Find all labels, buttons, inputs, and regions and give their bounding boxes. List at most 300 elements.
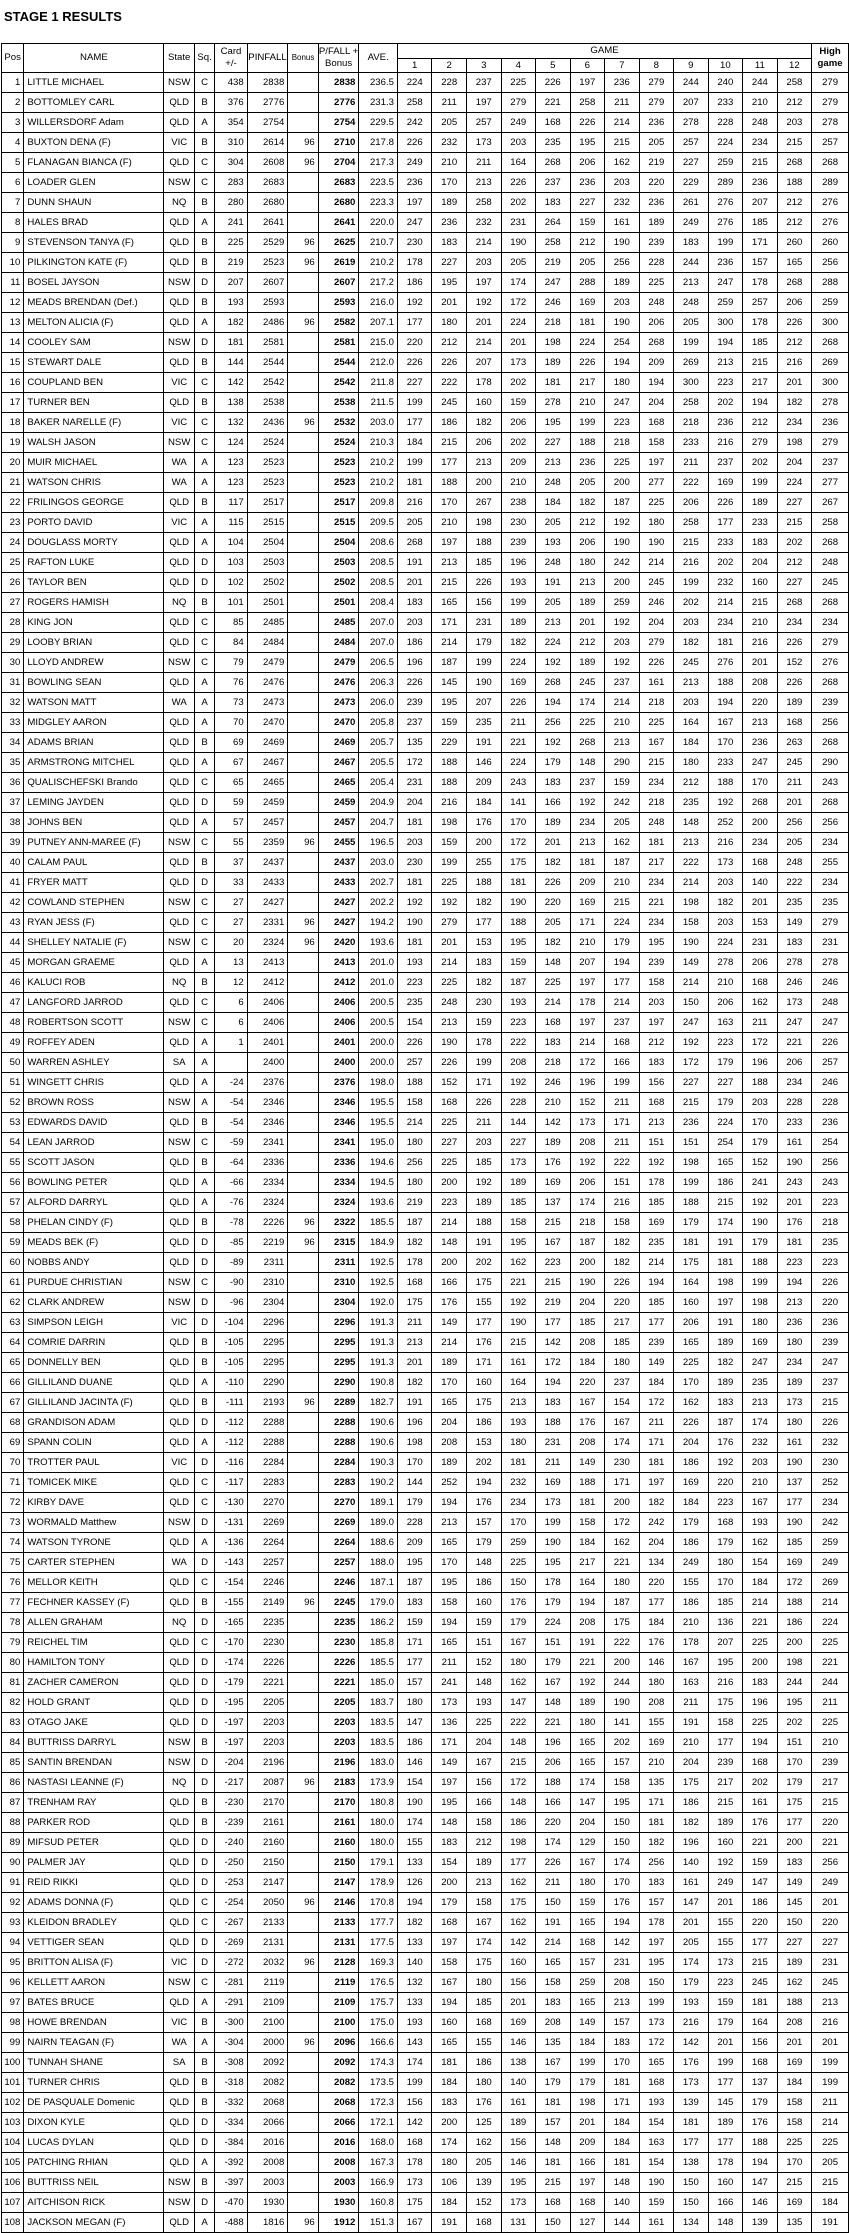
- cell-squad: D: [194, 553, 214, 573]
- cell-game-5: 214: [536, 1933, 571, 1953]
- cell-game-2: 213: [432, 553, 467, 573]
- cell-bonus: [288, 1193, 318, 1213]
- cell-squad: B: [194, 2173, 214, 2193]
- cell-pos: 17: [2, 393, 24, 413]
- cell-game-6: 188: [570, 433, 605, 453]
- cell-bonus: [288, 513, 318, 533]
- cell-name: PATCHING RHIAN: [24, 2153, 164, 2173]
- cell-game-7: 187: [605, 1593, 640, 1613]
- cell-name: LANGFORD JARROD: [24, 993, 164, 1013]
- cell-game-3: 189: [466, 1193, 501, 1213]
- cell-game-5: 167: [536, 1233, 571, 1253]
- cell-game-10: 223: [708, 1973, 743, 1993]
- cell-game-1: 140: [397, 1953, 432, 1973]
- cell-ave: 209.5: [359, 513, 398, 533]
- cell-ave: 170.8: [359, 1893, 398, 1913]
- cell-ave: 216.0: [359, 293, 398, 313]
- cell-game-9: 178: [674, 1633, 709, 1653]
- cell-game-11: 168: [743, 2053, 778, 2073]
- cell-game-8: 279: [639, 93, 674, 113]
- cell-pos: 88: [2, 1813, 24, 1833]
- cell-game-10: 170: [708, 1573, 743, 1593]
- table-row: [2, 453, 849, 473]
- cell-state: QLD: [164, 253, 194, 273]
- cell-game-8: 157: [639, 1893, 674, 1913]
- cell-game-4: 162: [501, 1673, 536, 1693]
- cell-card: 69: [215, 733, 247, 753]
- cell-game-6: 220: [570, 1373, 605, 1393]
- cell-ave: 185.0: [359, 1673, 398, 1693]
- cell-game-1: 190: [397, 1793, 432, 1813]
- cell-game-10: 158: [708, 1713, 743, 1733]
- cell-name: KALUCI ROB: [24, 973, 164, 993]
- cell-high-game: 268: [812, 593, 849, 613]
- cell-state: QLD: [164, 1393, 194, 1413]
- cell-name: COWLAND STEPHEN: [24, 893, 164, 913]
- cell-game-8: 203: [639, 993, 674, 1013]
- cell-state: QLD: [164, 1873, 194, 1893]
- cell-name: LEAN JARROD: [24, 1133, 164, 1153]
- cell-game-2: 189: [432, 1353, 467, 1373]
- cell-game-3: 191: [466, 733, 501, 753]
- cell-ave: 178.9: [359, 1873, 398, 1893]
- cell-name: NAIRN TEAGAN (F): [24, 2033, 164, 2053]
- cell-game-11: 168: [743, 973, 778, 993]
- cell-game-3: 237: [466, 73, 501, 93]
- cell-squad: B: [194, 1813, 214, 1833]
- cell-pos: 86: [2, 1773, 24, 1793]
- cell-bonus: [288, 1133, 318, 1153]
- cell-high-game: 252: [812, 1473, 849, 1493]
- cell-squad: A: [194, 1193, 214, 1213]
- cell-game-11: 199: [743, 1273, 778, 1293]
- cell-game-3: 211: [466, 153, 501, 173]
- cell-squad: A: [194, 1373, 214, 1393]
- cell-pos: 89: [2, 1833, 24, 1853]
- cell-bonus: [288, 493, 318, 513]
- cell-pfall-bonus: 2119: [318, 1973, 359, 1993]
- cell-ave: 200.0: [359, 1053, 398, 1073]
- cell-bonus: [288, 1813, 318, 1833]
- cell-bonus: 96: [288, 253, 318, 273]
- cell-ave: 208.5: [359, 573, 398, 593]
- cell-state: WA: [164, 693, 194, 713]
- cell-name: OTAGO JAKE: [24, 1713, 164, 1733]
- cell-game-5: 256: [536, 713, 571, 733]
- cell-name: RAFTON LUKE: [24, 553, 164, 573]
- cell-game-10: 192: [708, 793, 743, 813]
- cell-game-4: 239: [501, 533, 536, 553]
- cell-name: LOADER GLEN: [24, 173, 164, 193]
- cell-game-6: 174: [570, 1193, 605, 1213]
- cell-ave: 172.3: [359, 2093, 398, 2113]
- cell-game-1: 249: [397, 153, 432, 173]
- cell-game-3: 198: [466, 513, 501, 533]
- cell-game-12: 198: [777, 433, 812, 453]
- cell-pinfall: 2147: [247, 1873, 288, 1893]
- cell-card: -154: [215, 1573, 247, 1593]
- cell-game-12: 151: [777, 1733, 812, 1753]
- cell-game-4: 193: [501, 993, 536, 1013]
- cell-high-game: 259: [812, 293, 849, 313]
- cell-state: QLD: [164, 1893, 194, 1913]
- cell-name: LLOYD ANDREW: [24, 653, 164, 673]
- cell-game-8: 234: [639, 773, 674, 793]
- table-row: [2, 653, 849, 673]
- cell-game-10: 278: [708, 953, 743, 973]
- cell-pos: 75: [2, 1553, 24, 1573]
- cell-game-8: 195: [639, 1953, 674, 1973]
- cell-game-12: 212: [777, 193, 812, 213]
- cell-game-1: 257: [397, 1053, 432, 1073]
- cell-card: 67: [215, 753, 247, 773]
- cell-pfall-bonus: 2310: [318, 1273, 359, 1293]
- cell-squad: C: [194, 1913, 214, 1933]
- cell-pinfall: 2003: [247, 2173, 288, 2193]
- cell-pos: 70: [2, 1453, 24, 1473]
- cell-game-5: 220: [536, 1813, 571, 1833]
- cell-game-4: 192: [501, 1073, 536, 1093]
- cell-name: VETTIGER SEAN: [24, 1933, 164, 1953]
- cell-squad: B: [194, 1733, 214, 1753]
- cell-card: -269: [215, 1933, 247, 1953]
- cell-pinfall: 2150: [247, 1853, 288, 1873]
- cell-pinfall: 2607: [247, 273, 288, 293]
- cell-state: NSW: [164, 2193, 194, 2213]
- cell-game-5: 178: [536, 1573, 571, 1593]
- cell-ave: 205.8: [359, 713, 398, 733]
- cell-game-1: 199: [397, 453, 432, 473]
- cell-pos: 22: [2, 493, 24, 513]
- cell-game-10: 223: [708, 373, 743, 393]
- cell-game-5: 205: [536, 593, 571, 613]
- cell-ave: 180.0: [359, 1833, 398, 1853]
- cell-game-8: 190: [639, 533, 674, 553]
- cell-pfall-bonus: 2710: [318, 133, 359, 153]
- cell-game-7: 167: [605, 1413, 640, 1433]
- cell-squad: D: [194, 1313, 214, 1333]
- cell-game-1: 235: [397, 993, 432, 1013]
- cell-game-7: 187: [605, 493, 640, 513]
- cell-state: NSW: [164, 653, 194, 673]
- cell-game-12: 247: [777, 1013, 812, 1033]
- cell-game-4: 201: [501, 333, 536, 353]
- cell-pos: 58: [2, 1213, 24, 1233]
- cell-game-5: 246: [536, 1073, 571, 1093]
- cell-high-game: 277: [812, 473, 849, 493]
- cell-game-7: 181: [605, 2073, 640, 2093]
- cell-card: -54: [215, 1113, 247, 1133]
- cell-game-12: 201: [777, 373, 812, 393]
- cell-squad: B: [194, 2013, 214, 2033]
- cell-name: PORTO DAVID: [24, 513, 164, 533]
- cell-pfall-bonus: 2485: [318, 613, 359, 633]
- cell-game-9: 174: [674, 1953, 709, 1973]
- cell-game-4: 208: [501, 1053, 536, 1073]
- cell-pfall-bonus: 2467: [318, 753, 359, 773]
- cell-game-4: 158: [501, 1213, 536, 1233]
- cell-pos: 50: [2, 1053, 24, 1073]
- cell-game-6: 200: [570, 1253, 605, 1273]
- cell-state: QLD: [164, 1693, 194, 1713]
- cell-high-game: 256: [812, 253, 849, 273]
- col-header-state: State: [164, 44, 194, 73]
- cell-game-4: 173: [501, 353, 536, 373]
- cell-squad: B: [194, 1593, 214, 1613]
- cell-game-4: 202: [501, 433, 536, 453]
- cell-game-8: 184: [639, 1373, 674, 1393]
- cell-state: QLD: [164, 673, 194, 693]
- cell-game-5: 173: [536, 1493, 571, 1513]
- cell-pinfall: 2230: [247, 1633, 288, 1653]
- cell-high-game: 249: [812, 1873, 849, 1893]
- cell-pos: 92: [2, 1893, 24, 1913]
- cell-game-11: 212: [743, 413, 778, 433]
- cell-card: 12: [215, 973, 247, 993]
- cell-game-4: 147: [501, 1693, 536, 1713]
- cell-game-10: 237: [708, 453, 743, 473]
- cell-game-10: 259: [708, 293, 743, 313]
- cell-high-game: 199: [812, 2053, 849, 2073]
- cell-state: VIC: [164, 2013, 194, 2033]
- cell-game-5: 220: [536, 893, 571, 913]
- table-row: [2, 1153, 849, 1173]
- cell-game-4: 195: [501, 933, 536, 953]
- cell-bonus: [288, 1473, 318, 1493]
- cell-game-1: 142: [397, 2113, 432, 2133]
- cell-game-5: 157: [536, 2113, 571, 2133]
- cell-game-1: 214: [397, 1113, 432, 1133]
- cell-squad: D: [194, 1833, 214, 1853]
- cell-game-4: 211: [501, 713, 536, 733]
- table-row: [2, 433, 849, 453]
- cell-game-4: 159: [501, 393, 536, 413]
- cell-state: NQ: [164, 973, 194, 993]
- cell-game-12: 195: [777, 1693, 812, 1713]
- cell-game-6: 212: [570, 233, 605, 253]
- cell-game-5: 172: [536, 1353, 571, 1373]
- cell-bonus: [288, 193, 318, 213]
- cell-game-1: 193: [397, 2013, 432, 2033]
- cell-high-game: 184: [812, 2193, 849, 2213]
- cell-game-7: 159: [605, 773, 640, 793]
- cell-state: QLD: [164, 1813, 194, 1833]
- cell-game-7: 203: [605, 173, 640, 193]
- cell-bonus: [288, 93, 318, 113]
- cell-game-12: 226: [777, 313, 812, 333]
- cell-game-7: 215: [605, 893, 640, 913]
- cell-pfall-bonus: 2341: [318, 1133, 359, 1153]
- cell-state: QLD: [164, 2213, 194, 2233]
- col-header-name: NAME: [24, 44, 164, 73]
- cell-pinfall: 2295: [247, 1353, 288, 1373]
- cell-game-4: 232: [501, 1473, 536, 1493]
- cell-game-6: 197: [570, 1013, 605, 1033]
- cell-ave: 179.1: [359, 1853, 398, 1873]
- table-row: [2, 773, 849, 793]
- cell-pfall-bonus: 2680: [318, 193, 359, 213]
- cell-pfall-bonus: 1930: [318, 2193, 359, 2213]
- cell-game-1: 203: [397, 613, 432, 633]
- cell-game-10: 254: [708, 1133, 743, 1153]
- table-row: [2, 1553, 849, 1573]
- cell-name: BROWN ROSS: [24, 1093, 164, 1113]
- cell-game-5: 183: [536, 1993, 571, 2013]
- cell-game-9: 203: [674, 613, 709, 633]
- cell-pinfall: 2149: [247, 1593, 288, 1613]
- cell-game-2: 232: [432, 133, 467, 153]
- cell-ave: 190.8: [359, 1373, 398, 1393]
- cell-game-5: 166: [536, 793, 571, 813]
- cell-game-5: 183: [536, 773, 571, 793]
- cell-squad: B: [194, 1213, 214, 1233]
- cell-game-2: 188: [432, 773, 467, 793]
- cell-game-1: 191: [397, 1393, 432, 1413]
- cell-squad: D: [194, 1413, 214, 1433]
- cell-pfall-bonus: 2538: [318, 393, 359, 413]
- cell-state: QLD: [164, 1153, 194, 1173]
- cell-game-3: 232: [466, 213, 501, 233]
- cell-name: HALES BRAD: [24, 213, 164, 233]
- cell-game-4: 161: [501, 1353, 536, 1373]
- cell-game-9: 258: [674, 393, 709, 413]
- cell-pos: 18: [2, 413, 24, 433]
- cell-game-2: 106: [432, 2173, 467, 2193]
- cell-game-1: 224: [397, 73, 432, 93]
- cell-game-12: 200: [777, 1833, 812, 1853]
- table-row: [2, 2073, 849, 2093]
- cell-game-3: 148: [466, 1553, 501, 1573]
- cell-pfall-bonus: 2457: [318, 813, 359, 833]
- cell-game-8: 168: [639, 413, 674, 433]
- cell-squad: A: [194, 753, 214, 773]
- cell-game-4: 189: [501, 1173, 536, 1193]
- cell-game-6: 201: [570, 2113, 605, 2133]
- cell-game-12: 212: [777, 333, 812, 353]
- cell-high-game: 214: [812, 2113, 849, 2133]
- cell-card: 219: [215, 253, 247, 273]
- table-row: [2, 1213, 849, 1233]
- cell-state: QLD: [164, 1213, 194, 1233]
- cell-game-12: 201: [777, 1193, 812, 1213]
- cell-game-4: 189: [501, 2113, 536, 2133]
- cell-state: QLD: [164, 953, 194, 973]
- cell-state: QLD: [164, 1193, 194, 1213]
- cell-game-9: 188: [674, 1193, 709, 1213]
- cell-game-6: 218: [570, 1213, 605, 1233]
- cell-name: ROGERS HAMISH: [24, 593, 164, 613]
- cell-game-11: 178: [743, 313, 778, 333]
- cell-game-4: 190: [501, 893, 536, 913]
- cell-game-1: 180: [397, 1173, 432, 1193]
- cell-state: QLD: [164, 1713, 194, 1733]
- cell-game-11: 217: [743, 373, 778, 393]
- cell-ave: 215.0: [359, 333, 398, 353]
- cell-pinfall: 2336: [247, 1153, 288, 1173]
- cell-pfall-bonus: 2295: [318, 1333, 359, 1353]
- cell-game-11: 179: [743, 1133, 778, 1153]
- cell-game-1: 156: [397, 2093, 432, 2113]
- cell-game-1: 182: [397, 1233, 432, 1253]
- cell-game-5: 205: [536, 513, 571, 533]
- cell-game-1: 186: [397, 273, 432, 293]
- cell-game-3: 159: [466, 1613, 501, 1633]
- cell-game-3: 191: [466, 1233, 501, 1253]
- cell-game-12: 185: [777, 1533, 812, 1553]
- table-row: [2, 1233, 849, 1253]
- cell-game-4: 221: [501, 1273, 536, 1293]
- cell-name: HOWE BRENDAN: [24, 2013, 164, 2033]
- cell-game-5: 148: [536, 2133, 571, 2153]
- cell-game-12: 169: [777, 1553, 812, 1573]
- cell-game-3: 156: [466, 1773, 501, 1793]
- cell-high-game: 278: [812, 393, 849, 413]
- cell-pinfall: 2133: [247, 1913, 288, 1933]
- cell-game-6: 168: [570, 2193, 605, 2213]
- cell-game-12: 206: [777, 293, 812, 313]
- cell-ave: 166.9: [359, 2173, 398, 2193]
- table-row: [2, 1813, 849, 1833]
- cell-squad: A: [194, 453, 214, 473]
- cell-game-8: 169: [639, 1733, 674, 1753]
- table-row: [2, 1373, 849, 1393]
- cell-state: QLD: [164, 93, 194, 113]
- cell-game-6: 166: [570, 2153, 605, 2173]
- cell-squad: A: [194, 473, 214, 493]
- cell-game-11: 174: [743, 1413, 778, 1433]
- cell-state: NQ: [164, 1773, 194, 1793]
- cell-bonus: [288, 213, 318, 233]
- cell-game-4: 167: [501, 1633, 536, 1653]
- cell-game-11: 245: [743, 1973, 778, 1993]
- cell-high-game: 225: [812, 1633, 849, 1653]
- cell-game-10: 155: [708, 1913, 743, 1933]
- cell-game-3: 158: [466, 1893, 501, 1913]
- cell-game-4: 224: [501, 753, 536, 773]
- cell-card: 132: [215, 413, 247, 433]
- cell-game-9: 258: [674, 513, 709, 533]
- cell-game-9: 164: [674, 713, 709, 733]
- cell-bonus: [288, 1613, 318, 1633]
- cell-game-10: 168: [708, 1513, 743, 1533]
- cell-game-4: 230: [501, 513, 536, 533]
- cell-pos: 13: [2, 313, 24, 333]
- cell-game-7: 223: [605, 413, 640, 433]
- cell-game-4: 224: [501, 653, 536, 673]
- cell-game-1: 182: [397, 1373, 432, 1393]
- cell-game-3: 171: [466, 1073, 501, 1093]
- cell-pinfall: 2288: [247, 1433, 288, 1453]
- cell-game-2: 214: [432, 953, 467, 973]
- cell-squad: B: [194, 1333, 214, 1353]
- cell-pos: 72: [2, 1493, 24, 1513]
- cell-game-11: 194: [743, 393, 778, 413]
- cell-game-2: 195: [432, 693, 467, 713]
- cell-game-11: 233: [743, 513, 778, 533]
- cell-game-5: 182: [536, 853, 571, 873]
- cell-game-2: 228: [432, 73, 467, 93]
- cell-game-3: 206: [466, 433, 501, 453]
- cell-game-9: 207: [674, 93, 709, 113]
- cell-state: QLD: [164, 873, 194, 893]
- cell-pos: 73: [2, 1513, 24, 1533]
- cell-pos: 69: [2, 1433, 24, 1453]
- cell-game-11: 248: [743, 113, 778, 133]
- cell-game-4: 180: [501, 1433, 536, 1453]
- table-row: [2, 2053, 849, 2073]
- cell-game-8: 181: [639, 833, 674, 853]
- cell-game-11: 162: [743, 993, 778, 1013]
